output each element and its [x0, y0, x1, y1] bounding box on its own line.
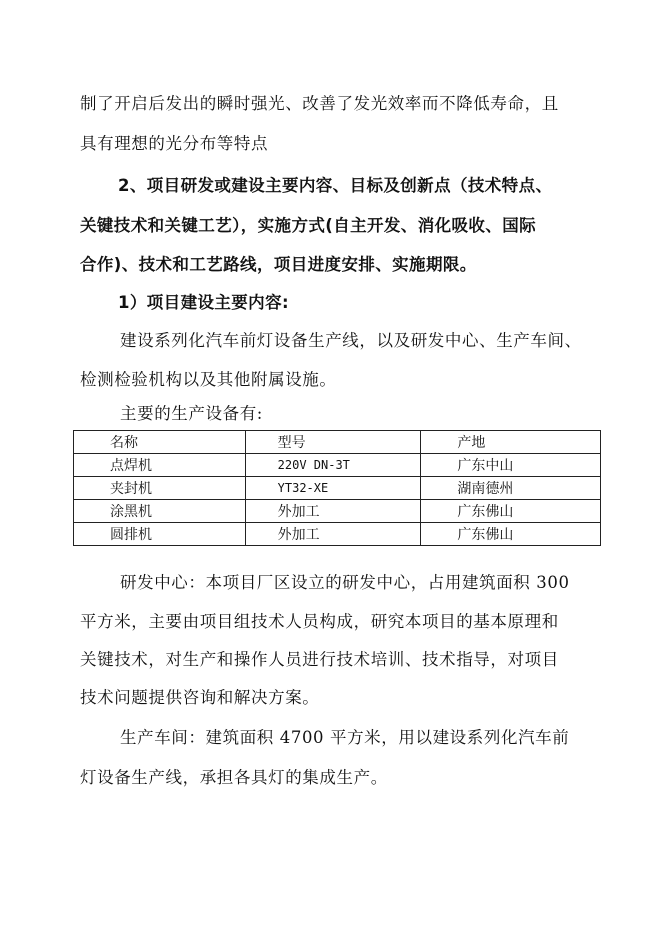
paragraph-line: 技术问题提供咨询和解决方案。: [80, 688, 320, 707]
table-cell: 广东中山: [421, 454, 601, 477]
section-heading-line: 合作)、技术和工艺路线，项目进度安排、实施期限。: [80, 255, 477, 274]
table-cell: 点焊机: [74, 454, 246, 477]
table-cell: 夹封机: [74, 477, 246, 500]
paragraph-line: 制了开启后发出的瞬时强光、改善了发光效率而不降低寿命，且: [80, 94, 559, 113]
table-row: [74, 523, 601, 546]
paragraph-line: 具有理想的光分布等特点: [80, 134, 269, 153]
table-caption: 主要的生产设备有:: [120, 404, 263, 423]
paragraph-line: 灯设备生产线，承担各具灯的集成生产。: [80, 768, 388, 787]
paragraph-line: 建设系列化汽车前灯设备生产线，以及研发中心、生产车间、: [120, 331, 582, 350]
table-cell: 外加工: [245, 500, 421, 523]
table-cell: 广东佛山: [421, 500, 601, 523]
table-cell: YT32-XE: [245, 477, 421, 500]
table-cell: 220V DN-3T: [245, 454, 421, 477]
table-row: [74, 500, 601, 523]
paragraph-line: 生产车间：建筑面积 4700 平方米，用以建设系列化汽车前: [120, 728, 570, 747]
equipment-table: [73, 430, 601, 546]
table-header-cell: 产地: [421, 431, 601, 454]
table-cell: 涂黑机: [74, 500, 246, 523]
paragraph-line: 平方米，主要由项目组技术人员构成，研究本项目的基本原理和: [80, 612, 559, 631]
subsection-heading: 1）项目建设主要内容:: [118, 293, 289, 312]
table-row: [74, 477, 601, 500]
paragraph-line: 研发中心：本项目厂区设立的研发中心，占用建筑面积 300: [120, 573, 570, 592]
table-cell: 湖南德州: [421, 477, 601, 500]
table-header-cell: 名称: [74, 431, 246, 454]
table-cell: 外加工: [245, 523, 421, 546]
section-heading-line: 关键技术和关键工艺），实施方式(自主开发、消化吸收、国际: [80, 216, 536, 235]
table-cell: 圆排机: [74, 523, 246, 546]
table-header-row: [74, 431, 601, 454]
table-header-cell: 型号: [245, 431, 421, 454]
section-heading-line: 2、项目研发或建设主要内容、目标及创新点（技术特点、: [118, 176, 553, 195]
paragraph-line: 检测检验机构以及其他附属设施。: [80, 370, 337, 389]
paragraph-line: 关键技术，对生产和操作人员进行技术培训、技术指导，对项目: [80, 650, 559, 669]
table-cell: 广东佛山: [421, 523, 601, 546]
table-row: [74, 454, 601, 477]
